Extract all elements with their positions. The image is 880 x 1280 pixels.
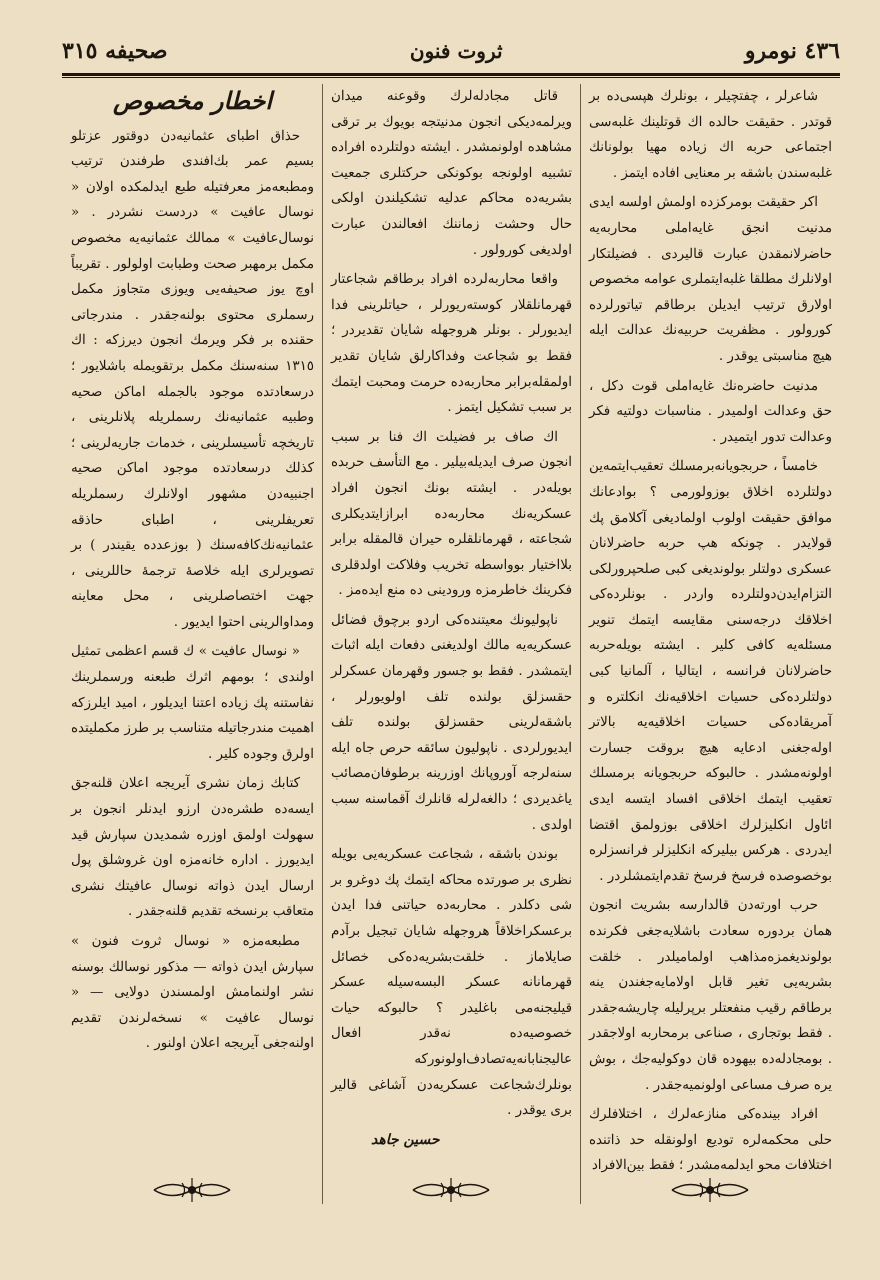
section-title: اخطار مخصوص bbox=[112, 86, 273, 115]
floral-ornament-icon bbox=[670, 1175, 750, 1205]
issue-number: ٤٣٦ نومرو bbox=[744, 38, 840, 64]
paragraph: خامساً ، حربجويانه‌برمسلك تعقيب‌ايتمه‌ين دولتلرده اخلاق بوزولورمى ؟ بوادعانك موافق حقيقت اولوب اولماديغى آكلامق پك قولايدر . چونكه هپ حربه حاضرلانان عسكرى دولتلر بولونديغى كبى صلحپرورلكى التزام‌ايدن‌دولتلرده واردر . بونلرده‌كى اخلاقك درجه‌سنى مقايسه ايتمك تنوير مسئله‌يه كافى كلير . ايشته بويله‌حربه حاضرلانان فرانسه ، ايتاليا ، آلمانيا كبى دولتلرده‌كى حسيات اخلاقيه‌نك انكلتره و آمريقاده‌كى حسيات اخلاقيه‌يه بالاتر اوله‌جغنى ادعايه هيچ بروقت جسارت اولونه‌مشدر . حالبوكه حربجويانه برمسلك تعقيب ايتمك اخلاقى افساد ايتسه ايدى ائاول انكليزلرك اخلاقى بوزولمق اقتضا ايدردى . هركس بيليركه انكليزلر فرانسزلره بوخصوصده فرسخ فرسخ تقدم‌ايتمشلردر . bbox=[589, 459, 832, 884]
paragraph: اكر حقيقت بومركزده اولمش اولسه ايدى مدنيت انجق غايه‌املى محاربه‌يه حاضرلانمقدن عبارت قاليردى . فضيلتكار اولانلرك مطلقا غلبه‌ايتملرى عوامه مخصوص اولارق ترتيب ايديلن برطاقم تياتورلرده كورولور . مظفريت حربيه‌نك عدالت ايله هيچ مناسبتى يوقدر . bbox=[589, 195, 832, 364]
paragraph: « نوسال عافيت » ك قسم اعظمى تمثيل اولندى ؛ بومهم اثرك طبعنه ورسملرينك نفاستنه پك زياده اعتنا ايديلور ، اميد ايلرزكه اهميت مندرجاتيله متناسب بر طرز مكمليتده اولرق وجوده كلير . bbox=[71, 644, 314, 762]
journal-title: ثروت فنون bbox=[409, 39, 503, 63]
paragraph: واقعا محاربه‌لرده افراد برطاقم شجاعتار قهرمانلقلار كوسته‌ريورلر ، حياتلرينى فدا ايديورلر . بونلر هروجهله شايان تقديردر ؛ فقط بو شجاعت وفداكارلق شايان تقدير اولمقله‌برابر محاربه‌ده حرمت ومحبت ايتمك بر سبب تشكيل ايتمز . bbox=[331, 272, 572, 416]
paragraph: اك صاف بر فضيلت اك فنا بر سبب انجون صرف ايديله‌بيلير . مع التأسف حربده بويله‌در . ايشته بونك انجون افراد عسكريه‌نك محاربه‌ده ابرازايتديكلرى شجاعته ، قهرمانلقلره حيران قالمقله برابر بلااختيار بوواسطه تخريب وفلاكت اولدقلرى فكرينك خاطرمزه ورودينى ده منع ايده‌مز . bbox=[331, 429, 572, 599]
column-middle bbox=[322, 84, 581, 1204]
paragraph: شاعرلر ، چفتچيلر ، بونلرك هپسى‌ده بر قوتدر . حقيقت حالده اك قوتلينك غلبه‌سى اجتماعى حربه اك زياده مهيا بولونانك غلبه‌سندن باشقه بر معنايى افاده ايتمز . bbox=[589, 89, 832, 181]
paragraph: كتابك زمان نشرى آيريجه اعلان قلنه‌جق ايسه‌ده طشره‌دن ارزو ايدنلر انجون بر سهولت اولمق اوزره شمديدن سپارش قيد ايديورز . اداره خانه‌مزه اون غروشلق پول ارسال ايدن ذواته نوسال عافيتك نشرى متعاقب برنسخه تقديم قلنه‌جقدر . bbox=[71, 776, 314, 920]
column-right bbox=[581, 84, 840, 1204]
page-header bbox=[62, 30, 840, 72]
page-number: صحيفه ٣١٥ bbox=[62, 38, 168, 64]
floral-ornament-icon bbox=[152, 1175, 232, 1205]
header-rule-thick bbox=[62, 73, 840, 76]
author-signature: حسين جاهد bbox=[371, 1131, 440, 1148]
paragraph: بوندن باشقه ، شجاعت عسكريه‌يى بويله نظرى بر صورتده محاكه ايتمك پك دوغرو بر شى دكلدر . محاربه‌ده حياتنى فدا ايدن برعسكراخلاقاً هروجهله شايان تبجيل برآدم صايلاماز . خلقت‌بشريه‌ده‌كى خصائل قهرمانانه عسكر البسه‌سيله عسكر قيليجنه‌مى باغليدر ؟ حالبوكه حيات خصوصيه‌ده نه‌قدر افعال عاليجنابانه‌يه‌تصادف‌اولونوركه بونلرك‌شجاعت عسكريه‌دن آشاغى قالير برى يوقدر . bbox=[331, 847, 572, 1119]
header-rule-thin bbox=[62, 77, 840, 78]
text-columns bbox=[62, 84, 840, 1204]
paragraph: حذاق اطباى عثمانيه‌دن دوقتور عزتلو بسيم عمر بك‌افندى طرفندن ترتيب ومطبعه‌مز معرفتيله طبع ايدلمكده اولان « نوسال عافيت » دردست نشردر . « نوسال‌عافيت » ممالك عثمانيه‌يه مخصوص مكمل برمهبر صحت وطبابت اولولور . تقريباً اوچ يوز صحيفه‌يى ويوزى متجاوز مكمل رسملرى محتوى بولنه‌جقدر . مندرجاتى حقنده بر فكر ويرمك انجون ديرزكه : اك ١٣١٥ سنه‌سنك مكمل برتقويمله باشلايور ؛ درسعادتده موجود بالجمله اماكن صحيه وطبيه عثمانيه‌نك رسملريله پلانلرينى ، تاريخچه تأسيسلرينى ، خدمات جاريه‌لرينى ؛ كذلك درسعادتده موجود اماكن صحيه اجنبيه‌دن مشهور اولانلرك رسملريله تعريفلرينى ، اطباى حاذقه عثمانيه‌نك‌كافه‌سنك ( بوزعدده يقيندر ) بر تصويرلرى ايله خلاصهٔ ترجمهٔ حاللرينى ، جهت اختصاصلرينى ، محل معاينه ومداوالرينى احتوا ايديور . bbox=[71, 128, 314, 630]
paragraph: حرب اورته‌دن قالدارسه بشريت انجون همان بردوره سعادت باشلايه‌جغى فكرنده بولونديغمزه‌مذاهب اولماميلدر . خلقت بشريه‌يى تغير قابل اولامايه‌جغندن ينه برطاقم رقيب منفعتلر برپرليله چاريشه‌جقدر . فقط بوتجارى ، صناعى برمحاربه اولاجقدر . بومجادله‌ده بيهوده قان دوكوليه‌جك ، بوش يره صرف مساعى اولونميه‌جقدر . bbox=[589, 898, 832, 1093]
paragraph: ناپوليونك معيتنده‌كى اردو برچوق فضائل عسكريه‌يه مالك اولديغنى دفعات ايله اثبات ايتمشدر . فقط بو جسور وقهرمان عسكرلر حقسزلق بولنده تلف اولويورلر ، باشقه‌لرينى حقسزلق بولنده تلف ايديورلردى . ناپوليون سائقه حرص جاه ايله سنه‌لرجه آوروپانك اوزرينه برطوفان‌مصائب ياغديردى ؛ دالغه‌لرله قانلرك آقماسنه سبب اولدى . bbox=[331, 612, 572, 833]
paragraph: مطبعه‌مزه « نوسال ثروت فنون » سپارش ايدن ذواته — مذكور نوسالك بوسنه نشر اولنمامش اولمسندن دولايى — « نوسال عافيت » نسخه‌لرندن تقديم اولنه‌جغى آيريجه اعلان اولنور . bbox=[71, 934, 314, 1052]
floral-ornament-icon bbox=[411, 1175, 491, 1205]
paragraph: افراد بينده‌كى منازعه‌لرك ، اختلافلرك حلى محكمه‌لره توديع اولونقله حد ذاتنده اختلافات محو ايدلمه‌مشدر ؛ فقط بين‌الافراد bbox=[589, 1107, 832, 1174]
paragraph: مدنيت حاضره‌نك غايه‌املى قوت دكل ، حق وعدالت اولميدر . مناسبات دولتيه فكر وعدالت تدور ايتميدر . bbox=[589, 378, 832, 445]
paragraph: قاتل مجادله‌لرك وقوعنه ميدان ويرلمه‌ديكى انجون مدنيتجه بويوك بر ترقى مشاهده اولونمشدر . ايشته دولتلرده افراده تشبيه اولونجه بوكونكى حركتلرى جمعيت بشريه‌ده محاكم عدليه تشكيلندن اولكى حال وحشت زماننك افعالندن عبارت اولديغى كورولور . bbox=[331, 89, 572, 258]
footer-ornaments bbox=[62, 1170, 840, 1210]
column-left bbox=[63, 84, 322, 1204]
